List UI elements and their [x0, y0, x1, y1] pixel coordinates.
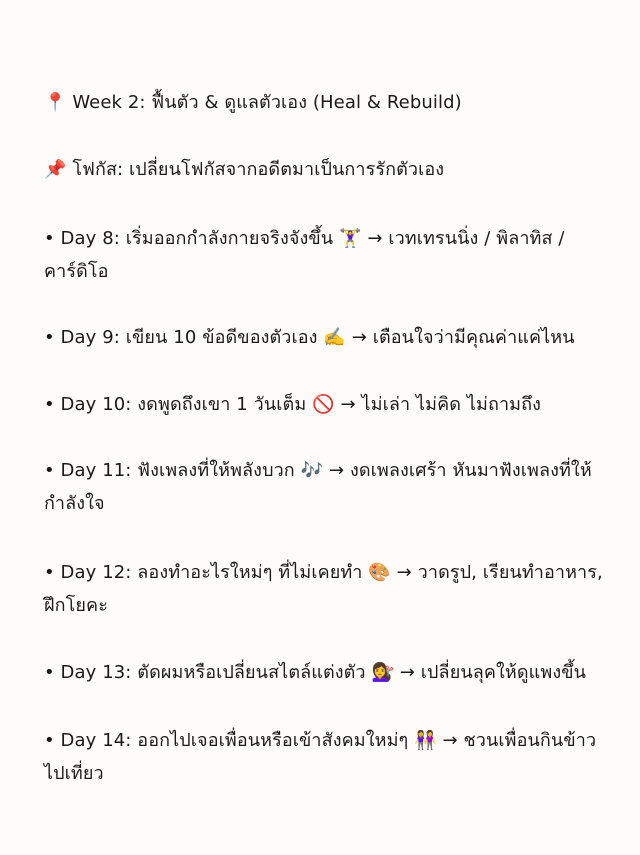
focus-line: 📌 โฟกัส: เปลี่ยนโฟกัสจากอดีตมาเป็นการรักตัวเอง	[44, 159, 445, 180]
day-11-item: • Day 11: ฟังเพลงที่ให้พลังบวก 🎶 → งดเพลงเศร้า หันมาฟังเพลงที่ให้กำลังใจ	[44, 460, 592, 514]
week-title: 📍 Week 2: ฟื้นตัว & ดูแลตัวเอง (Heal & Rebuild)	[44, 92, 462, 113]
day-14-item: • Day 14: ออกไปเจอเพื่อนหรือเข้าสังคมใหม่ๆ 👭 → ชวนเพื่อนกินข้าวไปเที่ยว	[44, 730, 597, 784]
day-9-item: • Day 9: เขียน 10 ข้อดีของตัวเอง ✍️ → เตือนใจว่ามีคุณค่าแค่ไหน	[44, 327, 575, 348]
day-8-item: • Day 8: เริ่มออกกำลังกายจริงจังขึ้น 🏋️‍♀️ → เวทเทรนนิ่ง / พิลาทิส / คาร์ดิโอ	[44, 228, 565, 282]
day-12-item: • Day 12: ลองทำอะไรใหม่ๆ ที่ไม่เคยทำ 🎨 → วาดรูป, เรียนทำอาหาร, ฝึกโยคะ	[44, 562, 603, 616]
day-10-item: • Day 10: งดพูดถึงเขา 1 วันเต็ม 🚫 → ไม่เล่า ไม่คิด ไม่ถามถึง	[44, 394, 542, 415]
day-13-item: • Day 13: ตัดผมหรือเปลี่ยนสไตล์แต่งตัว 💇‍♀️ → เปลี่ยนลุคให้ดูแพงขึ้น	[44, 662, 587, 683]
